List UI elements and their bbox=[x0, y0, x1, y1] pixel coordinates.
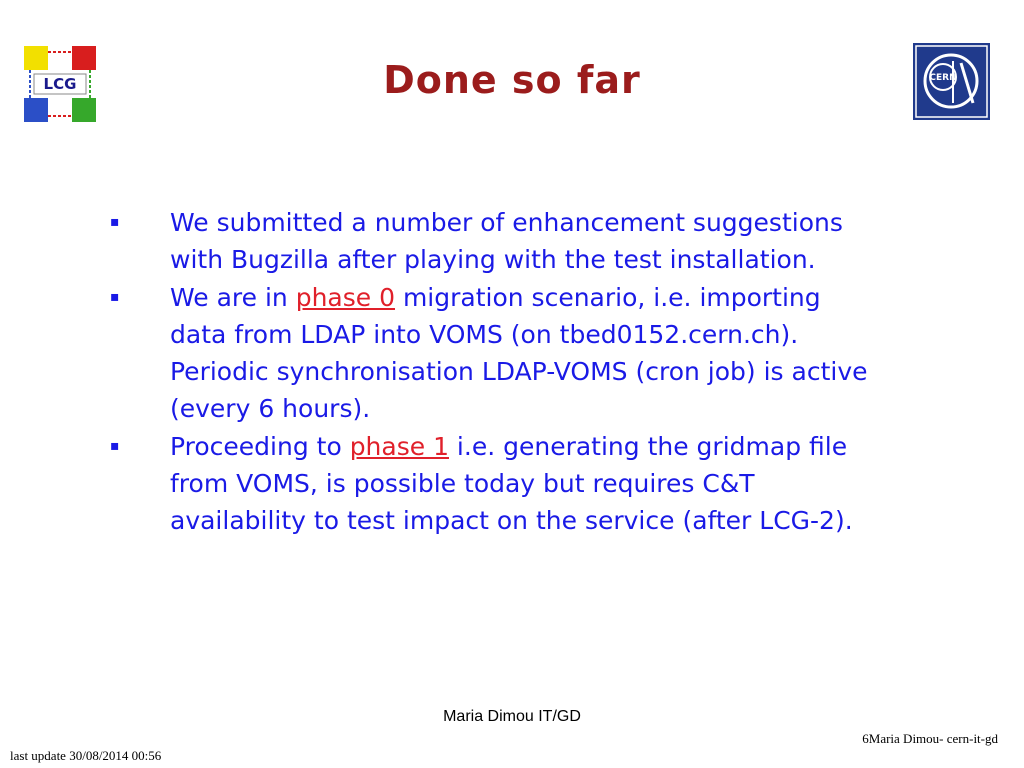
bullet-text-after: migration scenario, i.e. importing data from LDAP into VOMS (on tbed0152.cern.ch). Periodic synchronisation LDAP-VOMS (cron job) is active (every 6 hours). bbox=[170, 283, 868, 423]
bullet-text: We submitted a number of enhancement suggestions with Bugzilla after playing with the test installation. bbox=[170, 208, 843, 274]
bullet-list bbox=[108, 204, 868, 540]
bullet-text-after: i.e. generating the gridmap file from VOMS, is possible today but requires C&T availability to test impact on the service (after LCG-2). bbox=[170, 432, 853, 535]
bullet-item bbox=[108, 204, 868, 278]
footer-author: Maria Dimou IT/GD bbox=[443, 708, 581, 725]
slide-title: Done so far bbox=[383, 58, 641, 102]
lcg-logo-text: LCG bbox=[43, 75, 77, 93]
bullet-marker: ▪ bbox=[110, 289, 120, 305]
phase-0-link[interactable]: phase 0 bbox=[295, 283, 395, 312]
footer-page-info: 6Maria Dimou- cern-it-gd bbox=[862, 731, 998, 746]
bullet-item bbox=[108, 279, 868, 427]
bullet-text-before: We are in bbox=[170, 283, 296, 312]
cern-logo-text: CERN bbox=[929, 73, 957, 83]
footer-last-update: last update 30/08/2014 00:56 bbox=[10, 748, 162, 763]
bullet-marker: ▪ bbox=[110, 438, 120, 454]
phase-1-link[interactable]: phase 1 bbox=[349, 432, 449, 461]
bullet-text-before: Proceeding to bbox=[170, 432, 350, 461]
bullet-marker: ▪ bbox=[110, 214, 120, 230]
cern-logo bbox=[913, 43, 990, 120]
bullet-item bbox=[108, 428, 868, 539]
